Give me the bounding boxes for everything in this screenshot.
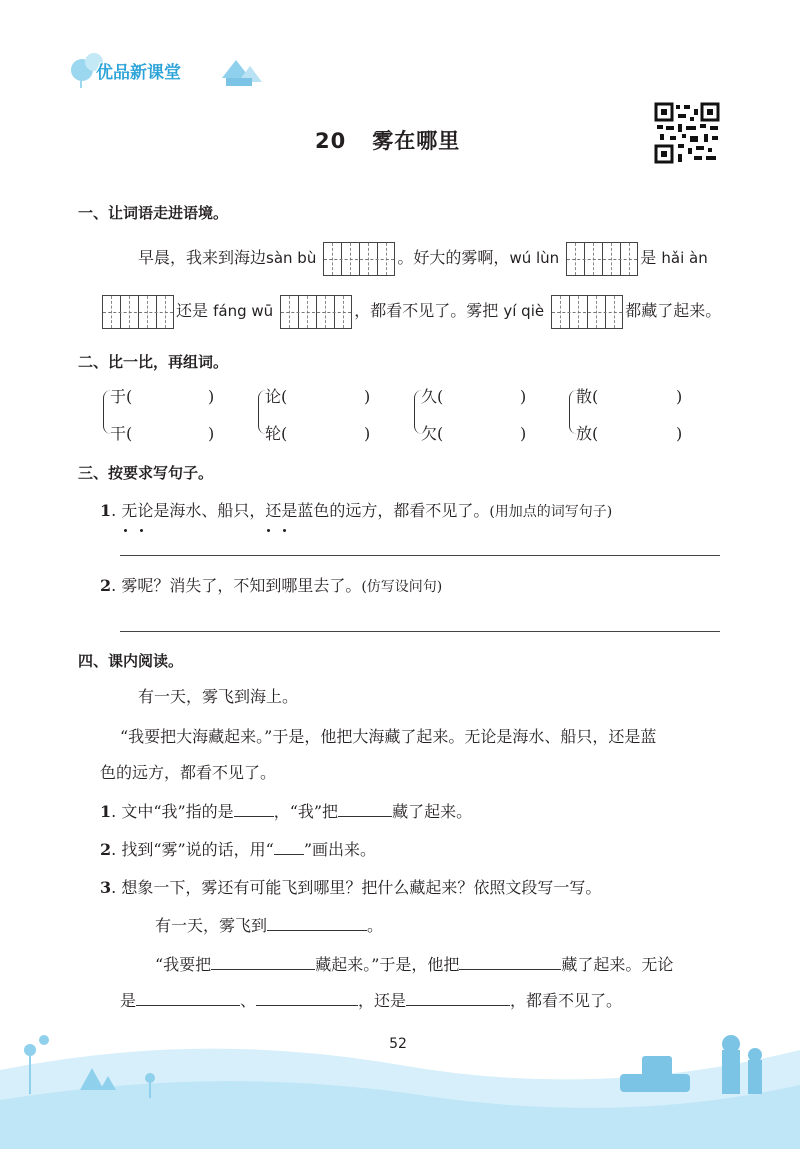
pair-2-top: 论( <box>265 387 288 406</box>
brand-logo-text: 优品新课堂 <box>96 63 181 83</box>
text-segment: 藏了起来。 <box>392 802 473 821</box>
reading-question-2: 2. 找到“雾”说的话，用“ ”画出来。 <box>100 840 377 859</box>
fill-blank[interactable] <box>136 989 240 1006</box>
answer-line[interactable] <box>120 631 720 632</box>
fill-blank[interactable] <box>234 800 274 817</box>
writing-grid-box[interactable] <box>102 295 174 329</box>
pair-4-bottom: 放( <box>576 424 599 443</box>
fill-blank[interactable] <box>406 989 510 1006</box>
emphasis-dot <box>267 529 270 532</box>
qr-code-icon[interactable] <box>654 102 720 164</box>
reading-paragraph-1: 有一天，雾飞到海上。 <box>138 687 299 706</box>
question-text: 想象一下，雾还有可能飞到哪里？把什么藏起来？依照文段写一写。 <box>121 878 602 897</box>
emphasis-dot <box>140 529 143 532</box>
fill-blank[interactable] <box>211 953 315 970</box>
writing-grid-box[interactable] <box>566 242 638 276</box>
reading-question-1: 1. 文中“我”指的是 ，“我”把 藏了起来。 <box>100 802 473 821</box>
writing-line-1 <box>155 914 383 938</box>
text-segment: 藏起来。”于是，他把 <box>315 955 460 974</box>
question-number: 3 <box>100 878 112 897</box>
close-paren: ) <box>676 387 683 406</box>
pinyin-prompt: sàn bù <box>266 249 317 267</box>
text-segment: 是 <box>120 991 137 1010</box>
text-segment: 早晨，我来到海边 <box>138 248 267 267</box>
lesson-title <box>315 125 460 155</box>
writing-grid-box[interactable] <box>551 295 623 329</box>
section-3-question-1: 1. 无论是海水、船只，还是蓝色的远方，都看不见了。(用加点的词写句子) <box>100 501 613 520</box>
underline-sample <box>274 844 304 855</box>
question-text: 无论是海水、船只，还是蓝色的远方，都看不见了。 <box>121 501 490 520</box>
emphasis-dot <box>124 529 127 532</box>
pair-1-bottom: 干( <box>110 424 133 443</box>
question-text: 雾呢？消失了，不知到哪里去了。 <box>121 576 362 595</box>
reading-question-3: 3. 想象一下，雾还有可能飞到哪里？把什么藏起来？依照文段写一写。 <box>100 878 602 897</box>
section-4-heading: 四、课内阅读。 <box>78 652 184 670</box>
fill-blank[interactable] <box>459 953 561 970</box>
fill-blank[interactable] <box>256 989 358 1006</box>
text-segment: 找到“雾”说的话，用“ <box>121 840 274 859</box>
text-segment: 文中“我”指的是 <box>121 802 234 821</box>
emphasis-dot <box>283 529 286 532</box>
text-segment: 。好大的雾啊， <box>397 248 510 267</box>
pair-4-top: 散( <box>576 387 599 406</box>
section-3-question-2: 2. 雾呢？消失了，不知到哪里去了。(仿写设问句) <box>100 576 443 595</box>
text-segment: 还是 <box>176 301 209 320</box>
lesson-number: 20 <box>315 129 347 153</box>
text-segment: ，“我”把 <box>273 802 339 821</box>
text-segment: 。 <box>367 916 384 935</box>
text-segment: ，还是 <box>358 991 407 1010</box>
footer-wave-decoration <box>0 1010 800 1149</box>
question-number: 1 <box>100 501 112 520</box>
question-hint: (仿写设问句) <box>361 579 443 595</box>
section-1-line-2 <box>100 294 721 329</box>
writing-grid-box[interactable] <box>280 295 352 329</box>
section-3-heading: 三、按要求写句子。 <box>78 464 214 482</box>
close-paren: ) <box>208 424 215 443</box>
text-segment: ”画出来。 <box>303 840 377 859</box>
close-paren: ) <box>364 387 371 406</box>
pinyin-prompt: yí qiè <box>503 302 545 320</box>
answer-line[interactable] <box>120 555 720 556</box>
fill-blank[interactable] <box>338 800 392 817</box>
text-segment: 藏了起来。无论 <box>561 955 674 974</box>
lesson-name: 雾在哪里 <box>372 129 461 153</box>
reading-paragraph-2: “我要把大海藏起来。”于是，他把大海藏了起来。无论是海水、船只，还是蓝 <box>120 727 657 746</box>
close-paren: ) <box>208 387 215 406</box>
question-number: 2 <box>100 840 112 859</box>
close-paren: ) <box>520 387 527 406</box>
pinyin-prompt: wú lùn <box>509 249 560 267</box>
section-1-line-1 <box>138 241 708 276</box>
section-1-heading: 一、让词语走进语境。 <box>78 204 229 222</box>
pair-1-top: 于( <box>110 387 133 406</box>
text-segment: 是 <box>640 248 657 267</box>
close-paren: ) <box>520 424 527 443</box>
close-paren: ) <box>364 424 371 443</box>
close-paren: ) <box>676 424 683 443</box>
question-number: 1 <box>100 802 112 821</box>
writing-line-2 <box>155 953 673 977</box>
question-number: 2 <box>100 576 112 595</box>
pair-2-bottom: 轮( <box>265 424 288 443</box>
section-2-heading: 二、比一比，再组词。 <box>78 353 229 371</box>
text-segment: 都藏了起来。 <box>625 301 722 320</box>
page-number: 52 <box>389 1036 407 1052</box>
reading-paragraph-2-cont: 色的远方，都看不见了。 <box>100 763 277 782</box>
writing-grid-box[interactable] <box>323 242 395 276</box>
text-segment: 、 <box>240 991 257 1010</box>
text-segment: ，都看不见了。 <box>510 991 623 1010</box>
pair-3-bottom: 欠( <box>421 424 444 443</box>
text-segment: ，都看不见了。雾把 <box>354 301 499 320</box>
pinyin-prompt: fáng wū <box>213 302 274 320</box>
text-segment: 有一天，雾飞到 <box>155 916 268 935</box>
pair-3-top: 久( <box>421 387 444 406</box>
fill-blank[interactable] <box>267 914 367 931</box>
pinyin-prompt: hǎi àn <box>661 249 708 267</box>
text-segment: “我要把 <box>155 955 212 974</box>
question-hint: (用加点的词写句子) <box>489 504 613 520</box>
